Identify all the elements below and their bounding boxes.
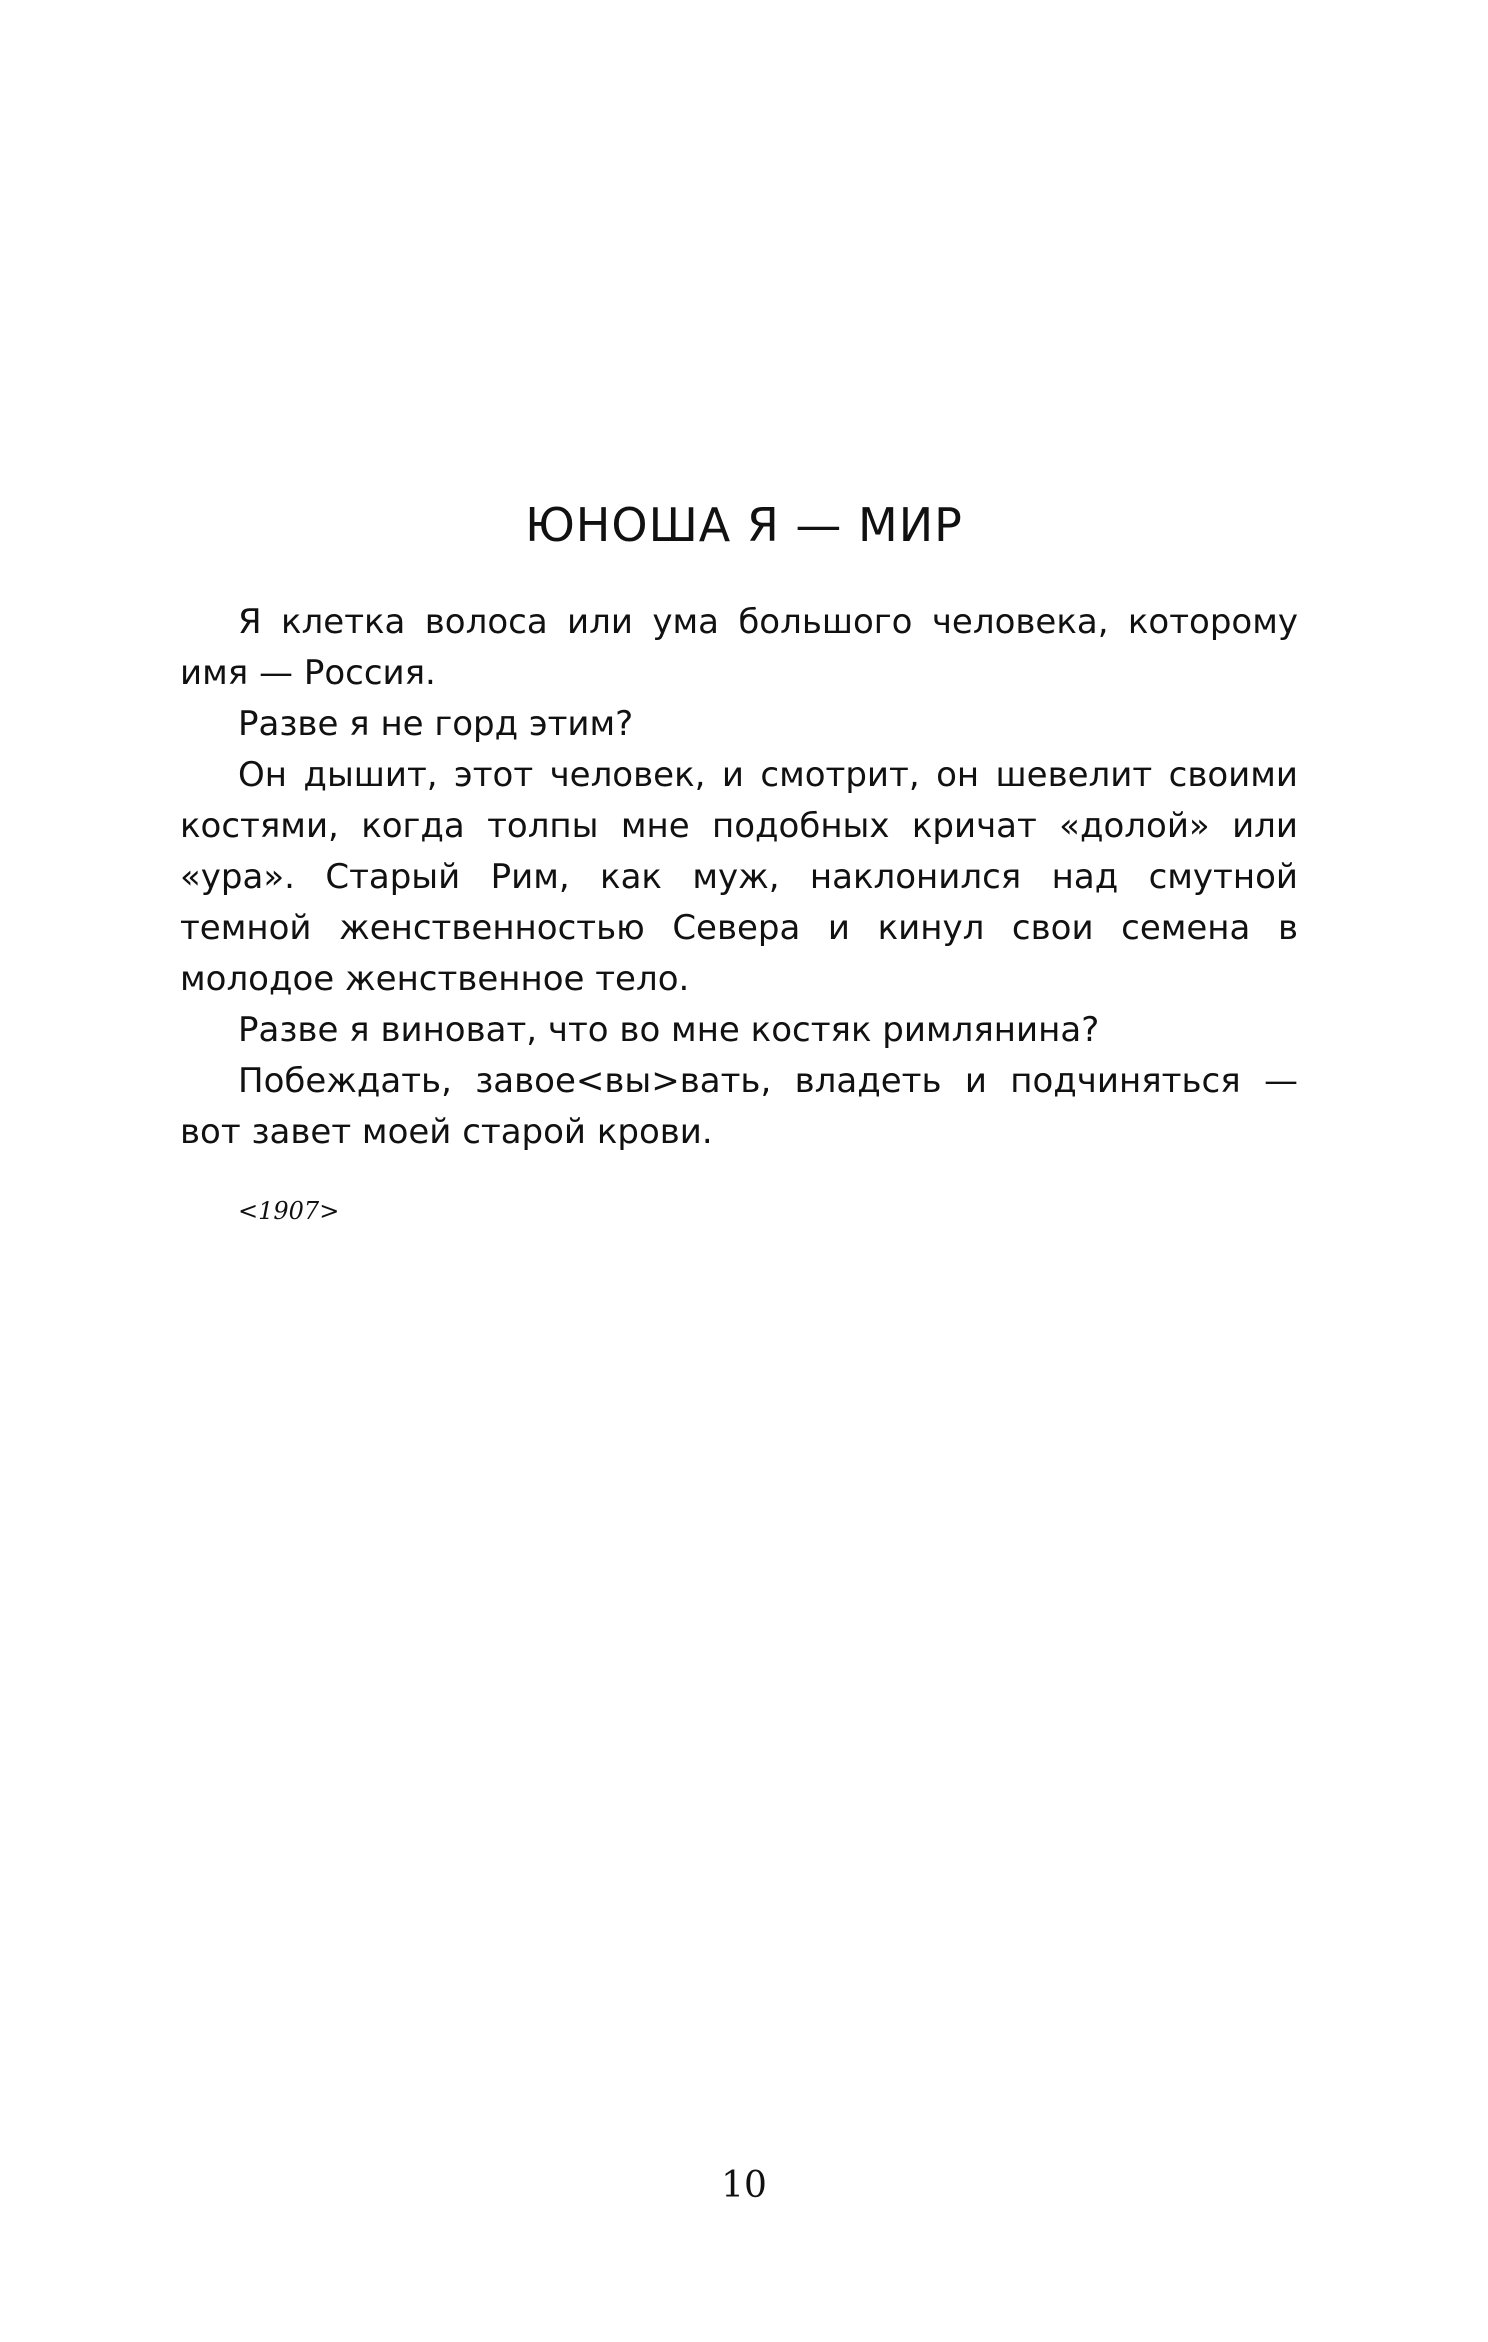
body-text [180,597,1298,1158]
paragraph: Побеждать, завое<вы>вать, владеть и подчиняться — вот завет моей старой крови. [180,1061,1298,1152]
date-line: <1907> [238,1197,340,1225]
page-number: 10 [721,2165,767,2206]
paragraph: Я клетка волоса или ума большого человека, которому имя — Россия. [180,602,1298,693]
paragraph: Он дышит, этот человек, и смотрит, он шевелит своими костями, когда толпы мне подобных кричат «долой» или «ура». Старый Рим, как муж, наклонился над смутной темной женственностью Севера и кинул свои семена в молодое женственное тело. [180,755,1298,999]
paragraph: Разве я виноват, что во мне костяк римлянина? [238,1010,1100,1050]
paragraph: Разве я не горд этим? [238,704,634,744]
page-title: ЮНОША Я — МИР [525,498,963,552]
